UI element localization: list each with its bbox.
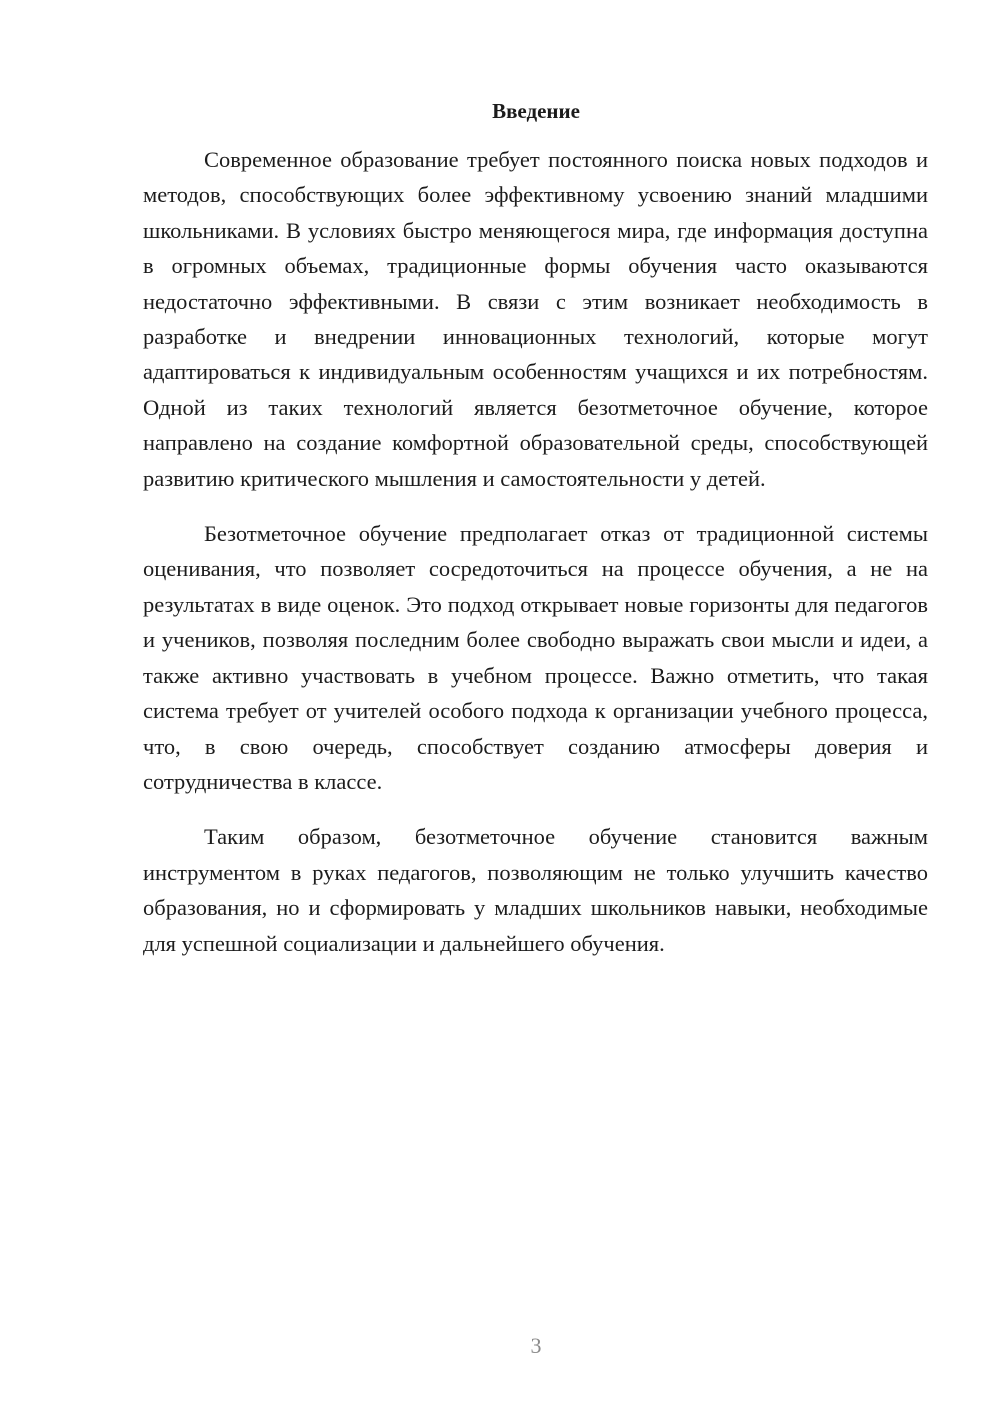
paragraph-2: Безотметочное обучение предполагает отказ от традиционной системы оценивания, что позволяет сосредоточиться на процессе обучения, а не на результатах в виде оценок. Это подход открывает новые горизонты для педагогов и учеников, позволяя последним более свободно выражать свои мысли и идеи, а также активно участвовать в учебном процессе. Важно отметить, что такая система требует от учителей особого подхода к организации учебного процесса, что, в свою очередь, способствует созданию атмосферы доверия и сотрудничества в классе. xyxy=(143,521,928,794)
page-number: 3 xyxy=(530,1333,542,1358)
page-title: Введение xyxy=(492,99,580,123)
body-text xyxy=(143,142,928,961)
paragraph-1: Современное образование требует постоянного поиска новых подходов и методов, способствующих более эффективному усвоению знаний младшими школьниками. В условиях быстро меняющегося мира, где информация доступна в огромных объемах, традиционные формы обучения часто оказываются недостаточно эффективными. В связи с этим возникает необходимость в разработке и внедрении инновационных технологий, которые могут адаптироваться к индивидуальным особенностям учащихся и их потребностям. Одной из таких технологий является безотметочное обучение, которое направлено на создание комфортной образовательной среды, способствующей развитию критического мышления и самостоятельности у детей. xyxy=(143,147,928,491)
paragraph-3: Таким образом, безотметочное обучение становится важным инструментом в руках педагогов, позволяющим не только улучшить качество образования, но и сформировать у младших школьников навыки, необходимые для успешной социализации и дальнейшего обучения. xyxy=(143,824,928,956)
